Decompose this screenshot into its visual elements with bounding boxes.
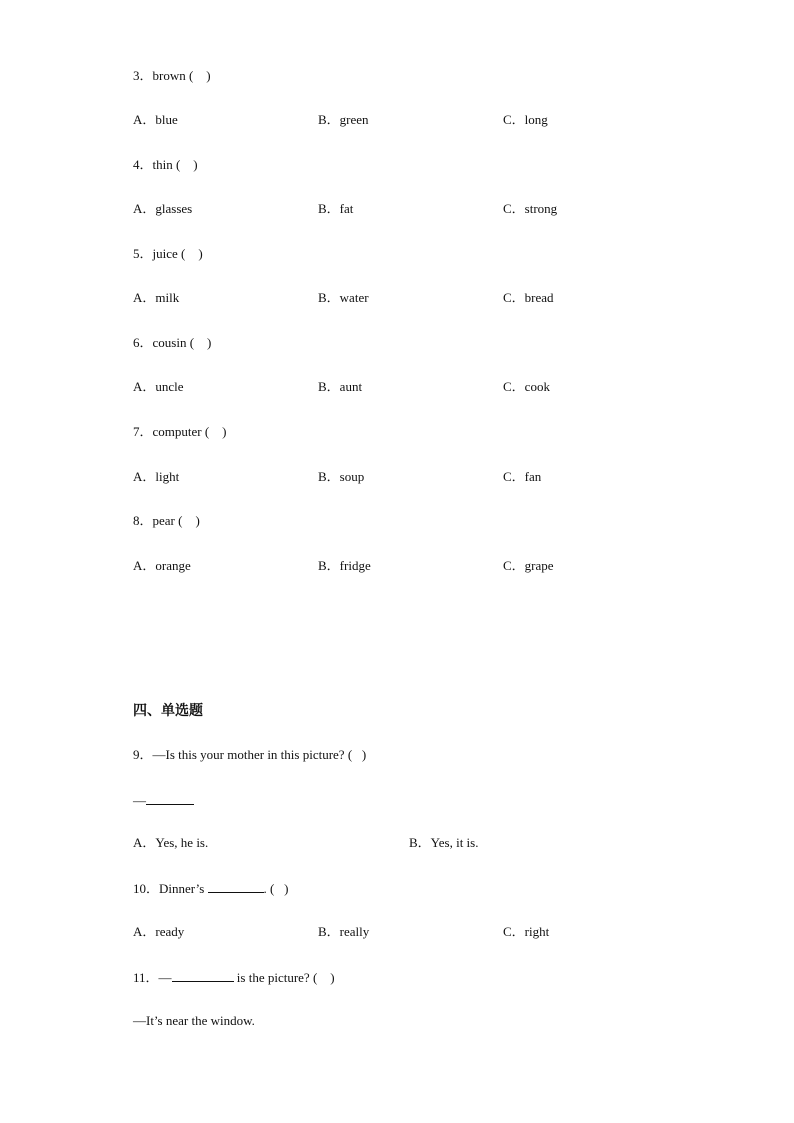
- question-stem: 5．juice ( ): [133, 246, 203, 261]
- option-a: A．milk: [133, 290, 180, 305]
- question-stem: 7．computer ( ): [133, 424, 227, 439]
- question-stem: 8．pear ( ): [133, 513, 200, 528]
- option-a: A．glasses: [133, 201, 193, 216]
- option-c: C．fan: [503, 469, 542, 484]
- option-a: A．ready: [133, 924, 185, 939]
- option-a: A．uncle: [133, 379, 184, 394]
- option-b: B．fat: [318, 201, 354, 216]
- answer-line: —It’s near the window.: [133, 1013, 255, 1028]
- answer-dash: —: [133, 793, 146, 808]
- fill-blank: [172, 969, 234, 982]
- stem-start: 11．—: [133, 970, 172, 985]
- question-stem: [133, 969, 335, 986]
- option-b: B．green: [318, 112, 369, 127]
- stem-end: is the picture? ( ): [233, 970, 335, 985]
- option-c: C．cook: [503, 379, 550, 394]
- option-c: C．right: [503, 924, 550, 939]
- option-c: C．long: [503, 112, 548, 127]
- question-stem: 3．brown ( ): [133, 68, 211, 83]
- option-a: A．orange: [133, 558, 191, 573]
- option-c: C．grape: [503, 558, 554, 573]
- option-a: A．light: [133, 469, 180, 484]
- option-c: C．strong: [503, 201, 558, 216]
- question-stem: [133, 880, 288, 897]
- option-b: B．water: [318, 290, 369, 305]
- answer-blank: [146, 792, 194, 805]
- question-stem: 6．cousin ( ): [133, 335, 212, 350]
- section-title: 四、单选题: [133, 703, 203, 719]
- option-b: B．fridge: [318, 558, 371, 573]
- option-b: B．really: [318, 924, 370, 939]
- stem-start: 10．Dinner’s: [133, 881, 208, 896]
- answer-line: [133, 792, 194, 809]
- option-c: C．bread: [503, 290, 554, 305]
- option-b: B．soup: [318, 469, 365, 484]
- option-a: A．Yes, he is.: [133, 835, 209, 850]
- question-stem: 4．thin ( ): [133, 157, 198, 172]
- stem-end: . ( ): [263, 881, 289, 896]
- question-stem: 9．—Is this your mother in this picture? ( ): [133, 747, 367, 762]
- option-b: B．aunt: [318, 379, 363, 394]
- option-a: A．blue: [133, 112, 178, 127]
- option-b: B．Yes, it is.: [409, 835, 479, 850]
- fill-blank: [208, 880, 264, 893]
